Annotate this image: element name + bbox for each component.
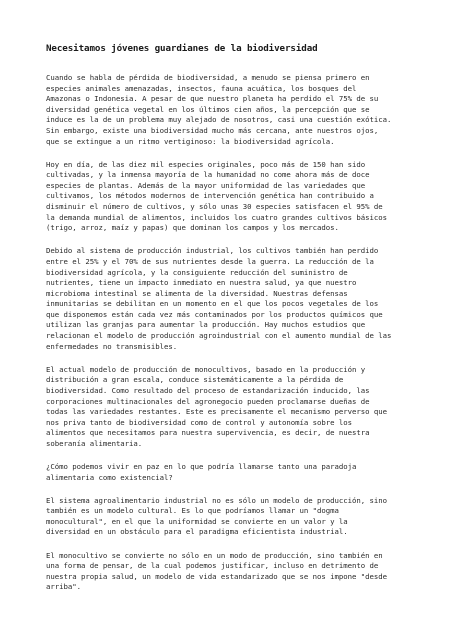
paragraph-5: ¿Cómo podemos vivir en paz en lo que podría llamarse tanto una paradoja alimentaria como existencial? bbox=[46, 462, 357, 482]
paragraph-7: El monocultivo se convierte no sólo en un modo de producción, sino también en una forma de pensar, de la cual podemos justificar, incluso en detrimento de nuestra propia salud, un modelo de vida estandarizado que se nos impone "desde arriba". bbox=[46, 550, 387, 592]
paragraph-1: Cuando se habla de pérdida de biodiversidad, a menudo se piensa primero en especies animales amenazadas, insectos, fauna acuática, los bosques del Amazonas o Indonesia. A pesar de que nuestro planeta ha perdido el 75% de su diversidad genética vegetal en los últimos cien años, la percepción que se induce es la de un problema muy alejado de nosotros, casi una cuestión exótica. Sin embargo, existe una biodiversidad mucho más cercana, ante nuestros ojos, que se extingue a un ritmo vertiginoso: la biodiversidad agrícola. bbox=[46, 73, 392, 146]
paragraph-4: El actual modelo de producción de monocultivos, basado en la producción y distribución a gran escala, conduce sistemáticamente a la pérdida de biodiversidad. Como resultado del proceso de estandarización inducido, las corporaciones multinacionales del agronegocio pueden proclamarse dueñas de todas las variedades restantes. Este es precisamente el mecanismo perverso que nos priva tanto de biodiversidad como de control y autonomía sobre los alimentos que necesitamos para nuestra supervivencia, es decir, de nuestra soberanía alimentaria. bbox=[46, 364, 387, 448]
document-title: Necesitamos jóvenes guardianes de la biodiversidad bbox=[46, 43, 318, 54]
paragraph-2: Hoy en día, de las diez mil especies originales, poco más de 150 han sido cultivadas, y la inmensa mayoría de la humanidad no come ahora más de doce especies de plantas. Además de la mayor uniformidad de las variedades que cultivamos, los métodos modernos de intervención genética han contribuido a disminuir el número de cultivos, y sólo unas 30 especies satisfacen el 95% de la demanda mundial de alimentos, incluidos los cuatro grandes cultivos básicos (trigo, arroz, maíz y papas) que dominan los campos y los mercados. bbox=[46, 159, 387, 233]
paragraph-6: El sistema agroalimentario industrial no es sólo un modelo de producción, sino también es un modelo cultural. Es lo que podríamos llamar un "dogma monocultural", en el que la uniformidad se convierte en un valor y la diversidad en un obstáculo para el paradigma eficientista industrial. bbox=[46, 495, 387, 537]
paragraph-3: Debido al sistema de producción industrial, los cultivos también han perdido entre el 25% y el 70% de sus nutrientes desde la guerra. La reducción de la biodiversidad agrícola, y la consiguiente reducción del suministro de nutrientes, tiene un impacto inmediato en nuestra salud, ya que nuestro microbioma intestinal se alimenta de la diversidad. Nuestras defensas inmunitarias se debilitan en un momento en el que los pocos vegetales de los que disponemos están cada vez más contaminados por los productos químicos que utilizan las granjas para aumentar la producción. Hay muchos estudios que relacionan el modelo de producción agroindustrial con el aumento mundial de las enfermedades no transmisibles. bbox=[46, 246, 392, 351]
